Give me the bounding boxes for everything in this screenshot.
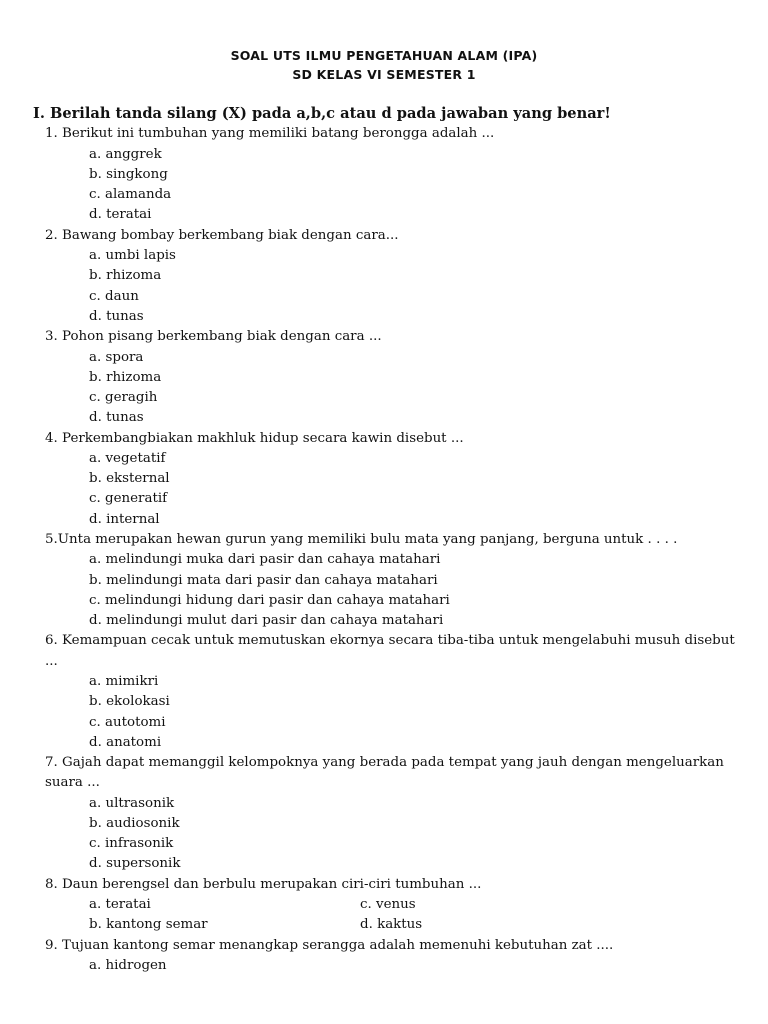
question-text: 3. Pohon pisang berkembang biak dengan cara ... [45,329,382,344]
answer-option: a. teratai [89,897,151,912]
answer-option: b. kantong semar [89,917,208,932]
answer-option: a. mimikri [89,674,159,689]
answer-option: d. teratai [89,207,152,222]
question-text: 5.Unta merupakan hewan gurun yang memiliki bulu mata yang panjang, berguna untuk . . . . [45,532,678,547]
question-text: 9. Tujuan kantong semar menangkap serangga adalah memenuhi kebutuhan zat .... [45,938,614,953]
answer-option: c. generatif [89,491,168,506]
question-text: 4. Perkembangbiakan makhluk hidup secara kawin disebut ... [45,431,464,446]
answer-option: c. venus [360,897,416,912]
answer-option: d. tunas [89,410,144,425]
answer-option: b. ekolokasi [89,694,170,709]
answer-option: c. geragih [89,390,158,405]
section-instruction: I. Berilah tanda silang (X) pada a,b,c atau d pada jawaban yang benar! [33,105,611,122]
answer-option: b. singkong [89,167,168,182]
question-text: 1. Berikut ini tumbuhan yang memiliki batang berongga adalah ... [45,126,495,141]
answer-option: b. rhizoma [89,268,162,283]
question-text: 2. Bawang bombay berkembang biak dengan cara... [45,228,399,243]
answer-option: c. melindungi hidung dari pasir dan cahaya matahari [89,593,450,608]
answer-option: c. daun [89,289,139,304]
answer-option: c. alamanda [89,187,172,202]
question-text-continuation: suara ... [45,775,100,790]
answer-option: d. supersonik [89,856,181,871]
answer-option: b. audiosonik [89,816,180,831]
question-text-continuation: ... [45,654,58,669]
question-text: 8. Daun berengsel dan berbulu merupakan ciri-ciri tumbuhan ... [45,877,482,892]
answer-option: a. hidrogen [89,958,167,973]
answer-option: b. eksternal [89,471,170,486]
answer-option: a. umbi lapis [89,248,176,263]
answer-option: c. autotomi [89,715,166,730]
answer-option: a. melindungi muka dari pasir dan cahaya matahari [89,552,441,567]
document-subtitle: SD KELAS VI SEMESTER 1 [292,67,476,82]
document-title: SOAL UTS ILMU PENGETAHUAN ALAM (IPA) [230,48,538,63]
answer-option: a. spora [89,350,144,365]
answer-option: b. melindungi mata dari pasir dan cahaya matahari [89,573,438,588]
answer-option: a. anggrek [89,147,162,162]
answer-option: d. kaktus [360,917,423,932]
answer-option: a. vegetatif [89,451,166,466]
answer-option: d. tunas [89,309,144,324]
answer-option: b. rhizoma [89,370,162,385]
question-text: 7. Gajah dapat memanggil kelompoknya yang berada pada tempat yang jauh dengan mengeluarkan [45,755,724,770]
answer-option: d. internal [89,512,160,527]
answer-option: d. melindungi mulut dari pasir dan cahaya matahari [89,613,444,628]
answer-option: a. ultrasonik [89,796,175,811]
answer-option: c. infrasonik [89,836,174,851]
answer-option: d. anatomi [89,735,162,750]
question-text: 6. Kemampuan cecak untuk memutuskan ekornya secara tiba-tiba untuk mengelabuhi musuh disebut [45,633,735,648]
